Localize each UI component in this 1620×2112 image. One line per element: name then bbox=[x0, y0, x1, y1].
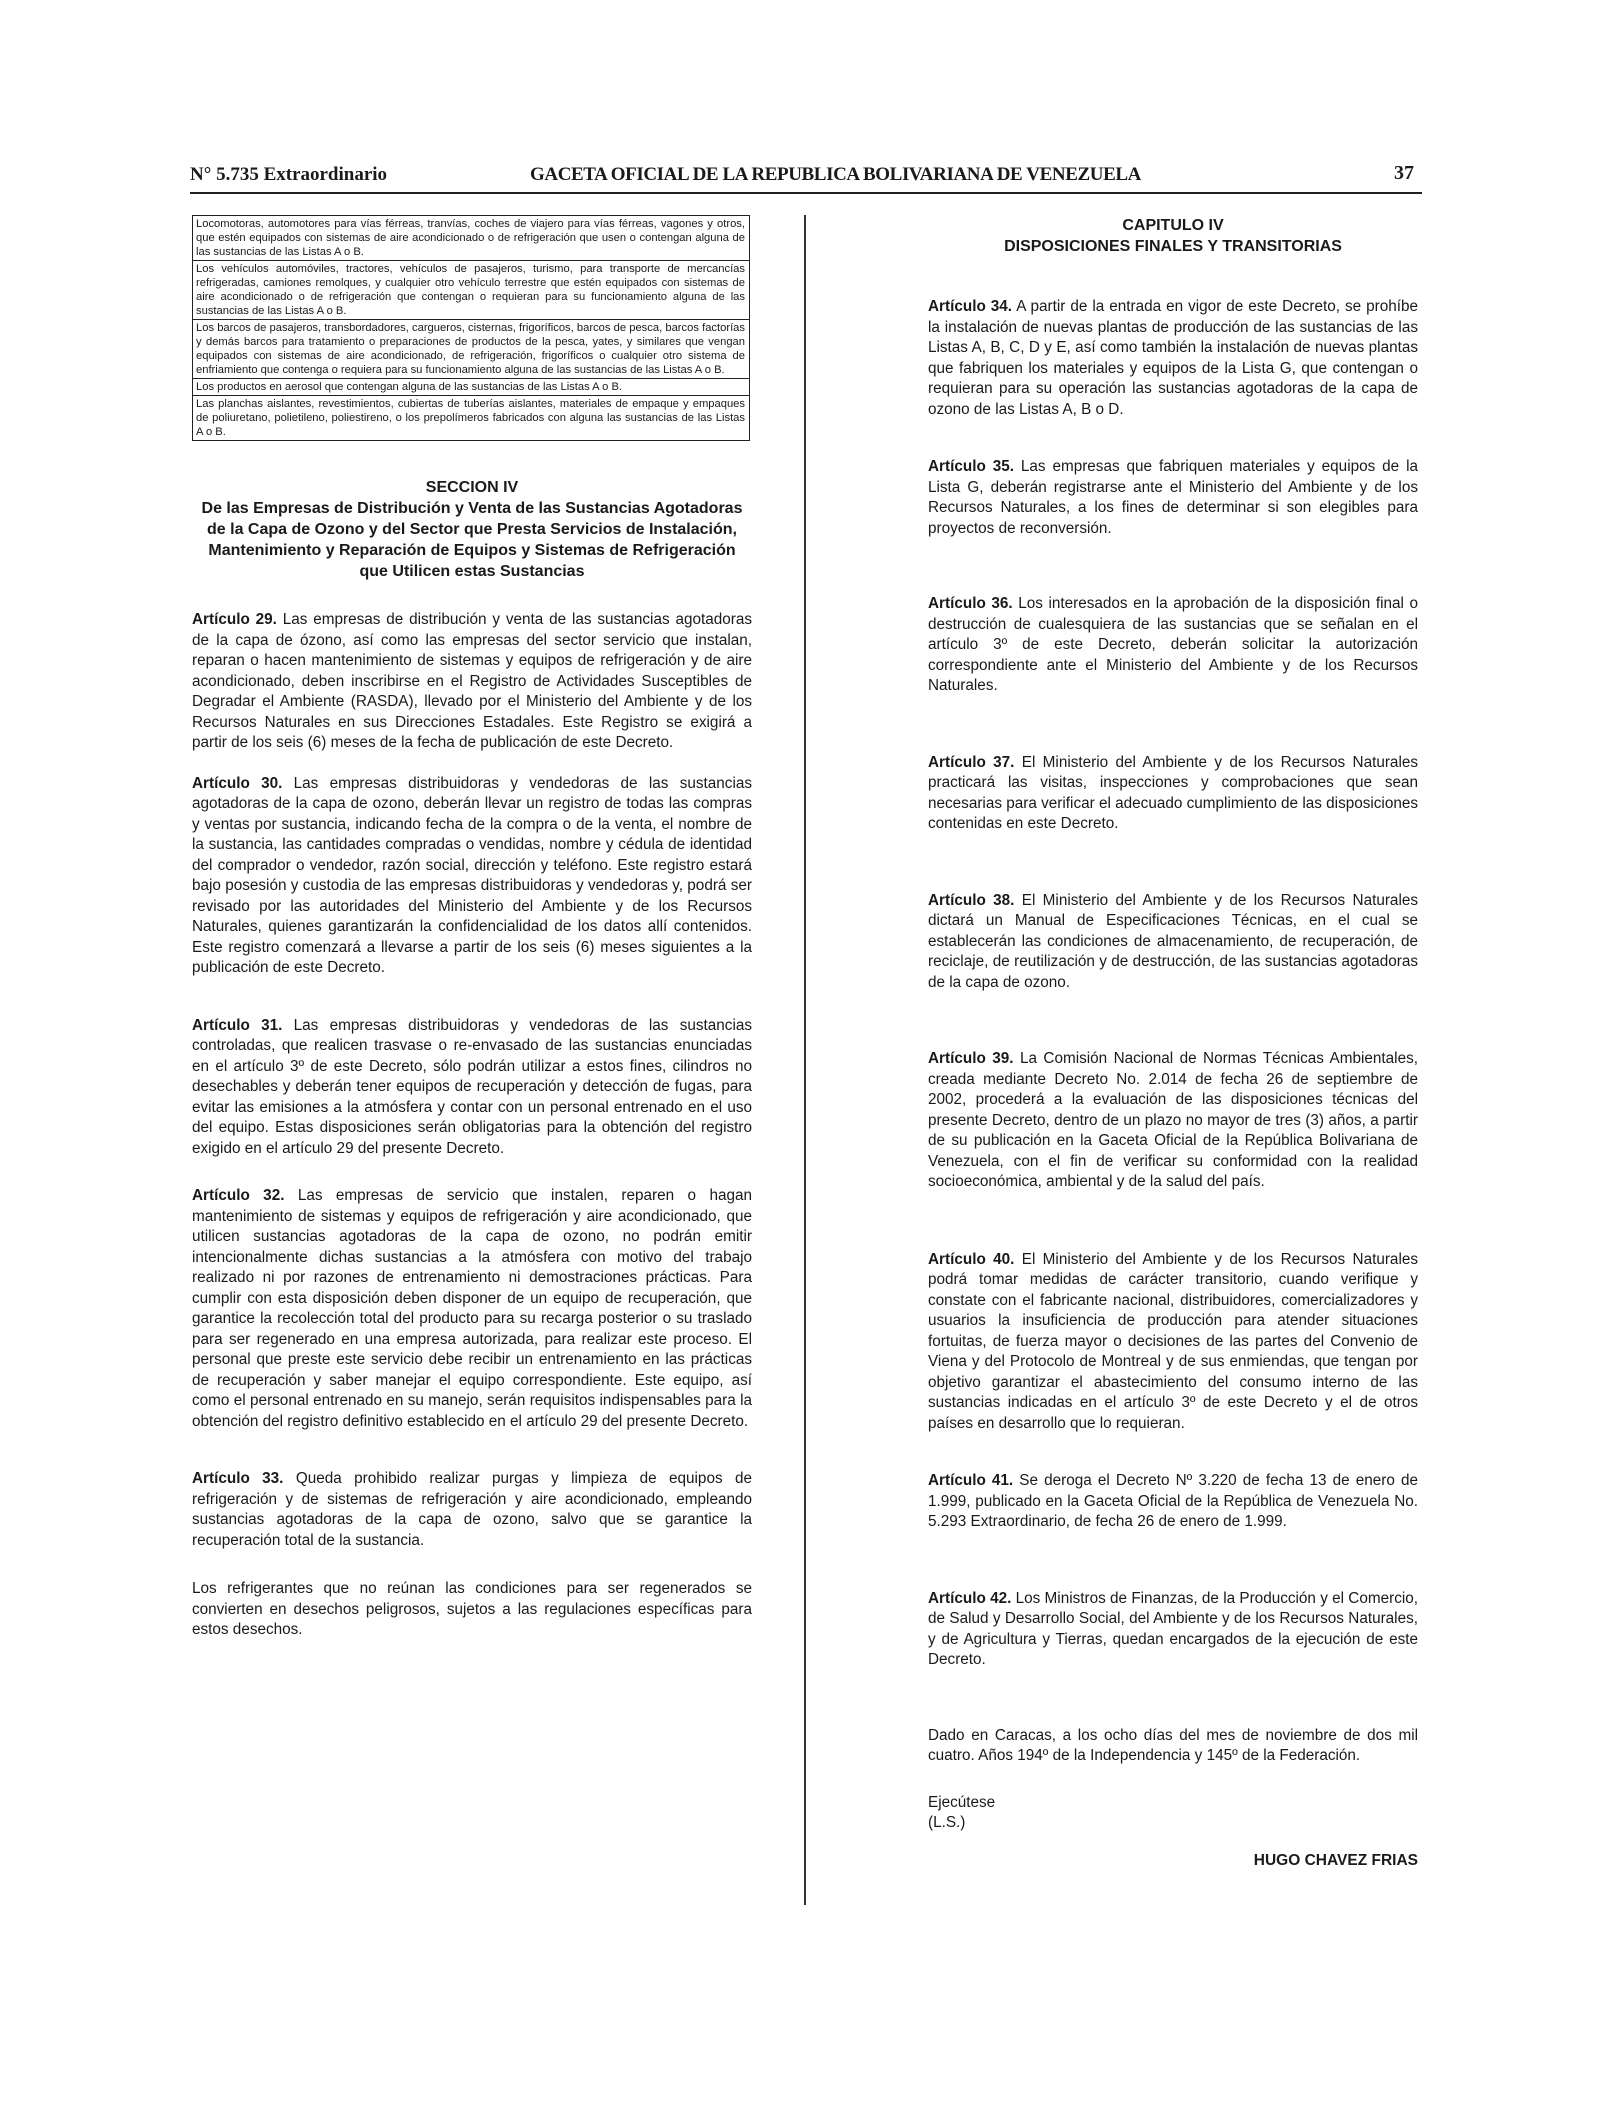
article-text: Las empresas distribuidoras y vendedoras de las sustancias controladas, que realicen trasvase o re-envasado de las sustancias enunciadas en el artículo 3º de este Decreto, sólo podrán utilizar a estos fines, cilindros no desechables y deberán tener equipos de recuperación y detección de fugas, para evitar las emisiones a la atmósfera y contar con un personal entrenado en el uso del equipo. Estas disposiciones serán obligatorias para la obtención del registro exigido en el artículo 29 del presente Decreto. bbox=[192, 1016, 752, 1157]
chapter-heading bbox=[928, 215, 1418, 257]
article-text: Las empresas de distribución y venta de las sustancias agotadoras de la capa de ózono, así como las empresas del sector servicio que instalan, reparan o hacen mantenimiento de sistemas y equipos de refrigeración y de aire acondicionado, deben inscribirse en el Registro de Actividades Susceptibles de Degradar el Ambiente (RASDA), llevado por el Ministerio del Ambiente y de los Recursos Naturales en sus Direcciones Estadales. Este Registro se exigirá a partir de los seis (6) meses de la fecha de publicación de este Decreto. bbox=[192, 611, 752, 751]
article-text: El Ministerio del Ambiente y de los Recursos Naturales practicará las visitas, inspecciones y comprobaciones que sean necesarias para verificar el adecuado cumplimiento de las disposiciones contenidas en este Decreto. bbox=[928, 753, 1418, 832]
article-label: Artículo 34. bbox=[928, 298, 1013, 315]
signature-name: HUGO CHAVEZ FRIAS bbox=[1253, 1851, 1418, 1869]
article-label: Artículo 41. bbox=[928, 1472, 1014, 1489]
right-column bbox=[928, 215, 1418, 1870]
article-label: Artículo 39. bbox=[928, 1050, 1014, 1067]
left-column bbox=[192, 215, 752, 1641]
article-label: Artículo 38. bbox=[928, 891, 1015, 909]
issue-number: N° 5.735 Extraordinario bbox=[190, 164, 388, 185]
article-42 bbox=[928, 1589, 1418, 1671]
article-text: El Ministerio del Ambiente y de los Recursos Naturales podrá tomar medidas de carácter transitorio, cuando verifique y constate con el fabricante nacional, distribuidores, comercializadores y usuarios la insuficiencia de producción para atender situaciones fortuitas, de fuerza mayor o decisiones de las partes del Convenio de Viena y del Protocolo de Montreal y de sus enmiendas, que tengan por objetivo garantizar el abastecimiento del consumo interno de las sustancias indicadas en el artículo 3º de este Decreto y el de otros países en desarrollo que lo requieran. bbox=[928, 1250, 1418, 1432]
article-text: Se deroga el Decreto Nº 3.220 de fecha 13 de enero de 1.999, publicado en la Gaceta Oficial de la República de Venezuela No. 5.293 Extraordinario, de fecha 26 de enero de 1.999. bbox=[928, 1472, 1418, 1530]
article-33 bbox=[192, 1469, 752, 1551]
article-text: A partir de la entrada en vigor de este Decreto, se prohíbe la instalación de nuevas plantas de producción de las sustancias de las Listas A, B, C, D y E, así como también la instalación de nuevas plantas que fabriquen los materiales y equipos de la Lista G, que contengan o requieran para su operación las sustancias agotadoras de la capa de ozono de las Listas A, B o D. bbox=[928, 298, 1418, 418]
article-36 bbox=[928, 594, 1418, 697]
article-label: Artículo 32. bbox=[192, 1187, 285, 1204]
article-38 bbox=[928, 891, 1418, 994]
article-37 bbox=[928, 753, 1418, 835]
section-heading bbox=[192, 477, 752, 582]
article-label: Artículo 29. bbox=[192, 611, 277, 628]
article-text: Los Ministros de Finanzas, de la Producción y el Comercio, de Salud y Desarrollo Social, del Ambiente y de los Recursos Naturales, y de Agricultura y Tierras, quedan encargados de la ejecución de este Decreto. bbox=[928, 1589, 1418, 1668]
article-29 bbox=[192, 610, 752, 754]
article-label: Artículo 30. bbox=[192, 774, 283, 792]
article-41 bbox=[928, 1471, 1418, 1533]
page-header bbox=[190, 162, 1422, 194]
article-label: Artículo 37. bbox=[928, 753, 1015, 771]
article-40 bbox=[928, 1250, 1418, 1435]
article-32 bbox=[192, 1186, 752, 1432]
equipment-table bbox=[192, 215, 750, 441]
article-text: Las empresas distribuidoras y vendedoras de las sustancias agotadoras de la capa de ozono, deberán llevar un registro de todas las compras y ventas por sustancia, indicando fecha de la compra o de la venta, el nombre de la sustancia, las cantidades compradas o vendidas, nombre y cédula de identidad del comprador o vendedor, razón social, dirección y teléfono. Este registro estará bajo posesión y custodia de las empresas distribuidoras y vendedoras y, podrá ser revisado por las autoridades del Ministerio del Ambiente y de los Recursos Naturales, quienes garantizarán la confidencialidad de los datos allí contenidos. Este registro comenzará a llevarse a partir de los seis (6) meses siguientes a la publicación de este Decreto. bbox=[192, 774, 752, 976]
table-row: Los vehículos automóviles, tractores, vehículos de pasajeros, turismo, para transporte de mercancías refrigeradas, camiones remolques, y cualquier otro vehículo terrestre que estén equipados con sistemas de aire acondicionado o de refrigeración que contengan o requieran para su funcionamiento alguna de las sustancias de las Listas A o B. bbox=[193, 261, 749, 320]
table-row: Las planchas aislantes, revestimientos, cubiertas de tuberías aislantes, materiales de empaque y empaques de poliuretano, polietileno, poliestireno, o los prepolímeros fabricados con alguna las sustancias de las Listas A o B. bbox=[196, 398, 745, 438]
closing-date-paragraph: Dado en Caracas, a los ocho días del mes de noviembre de dos mil cuatro. Años 194º de la Independencia y 145º de la Federación. bbox=[928, 1726, 1418, 1764]
article-30 bbox=[192, 774, 752, 979]
article-label: Artículo 35. bbox=[928, 458, 1014, 475]
section-title: De las Empresas de Distribución y Venta de las Sustancias Agotadoras de la Capa de Ozono y del Sector que Presta Servicios de Instalación, Mantenimiento y Reparación de Equipos y Sistemas de Refrigeración que Utilicen estas Sustancias bbox=[201, 500, 743, 580]
table-row: Locomotoras, automotores para vías férreas, tranvías, coches de viajero para vías férreas, vagones y otros, que estén equipados con sistemas de aire acondicionado o de refrigeración que usen o contengan alguna de las sustancias de las Listas A o B. bbox=[193, 216, 749, 261]
article-text: La Comisión Nacional de Normas Técnicas Ambientales, creada mediante Decreto No. 2.014 de fecha 26 de septiembre de 2002, procederá a la evaluación de las disposiciones técnicas del presente Decreto, dentro de un plazo no mayor de tres (3) años, a partir de su publicación en la Gaceta Oficial de la República Bolivariana de Venezuela, con el fin de verificar su conformidad con la realidad socioeconómica, ambiental y de la salud del país. bbox=[928, 1050, 1418, 1190]
article-text: El Ministerio del Ambiente y de los Recursos Naturales dictará un Manual de Especificaciones Técnicas, en el cual se establecerán las condiciones de almacenamiento, de recuperación, de reciclaje, de reutilización y de destrucción, de las sustancias agotadoras de la capa de ozono. bbox=[928, 891, 1418, 991]
article-text: Los interesados en la aprobación de la disposición final o destrucción de cualesquiera de las sustancias que se señalan en el artículo 3º de este Decreto, deberán solicitar la autorización correspondiente ante el Ministerio del Ambiente y de los Recursos Naturales. bbox=[928, 595, 1418, 694]
section-number: SECCION IV bbox=[425, 479, 519, 496]
refrigerants-paragraph: Los refrigerantes que no reúnan las condiciones para ser regenerados se convierten en desechos peligrosos, sujetos a las regulaciones específicas para estos desechos. bbox=[192, 1580, 752, 1638]
table-row: Los productos en aerosol que contengan alguna de las sustancias de las Listas A o B. bbox=[193, 379, 749, 396]
article-39 bbox=[928, 1049, 1418, 1193]
seal-text: (L.S.) bbox=[928, 1814, 966, 1831]
gazette-title: GACETA OFICIAL DE LA REPUBLICA BOLIVARIANA DE VENEZUELA bbox=[530, 164, 1141, 185]
article-label: Artículo 42. bbox=[928, 1589, 1012, 1607]
article-text: Las empresas de servicio que instalen, reparen o hagan mantenimiento de sistemas y equipos de refrigeración y aire acondicionado, que utilicen sustancias agotadoras de la capa de ozono, no podrán emitir intencionalmente dichas sustancias a la atmósfera con motivo del trabajo realizado ni por razones de entrenamiento ni demostraciones prácticas. Para cumplir con esta disposición deben disponer de un equipo de recuperación, que garantice la recolección total del producto para su recarga posterior o su traslado para ser regenerado en una empresa autorizada, para realizar este proceso. El personal que preste este servicio debe recibir un entrenamiento en las prácticas de recuperación y saber manejar el equipo correspondiente. Este equipo, así como el personal entrenado en su manejo, serán requisitos indispensables para la obtención del registro definitivo establecido en el artículo 29 del presente Decreto. bbox=[192, 1187, 752, 1430]
article-31 bbox=[192, 1016, 752, 1160]
page-number: 37 bbox=[1394, 162, 1414, 184]
article-label: Artículo 33. bbox=[192, 1470, 284, 1487]
chapter-number: CAPITULO IV bbox=[1122, 217, 1224, 234]
chapter-title: DISPOSICIONES FINALES Y TRANSITORIAS bbox=[1004, 238, 1342, 255]
column-divider bbox=[804, 215, 806, 1905]
article-label: Artículo 36. bbox=[928, 595, 1013, 612]
article-35 bbox=[928, 457, 1418, 539]
ejecutese-text: Ejecútese bbox=[928, 1793, 996, 1811]
article-34 bbox=[928, 297, 1418, 420]
article-label: Artículo 31. bbox=[192, 1016, 283, 1034]
article-text: Queda prohibido realizar purgas y limpieza de equipos de refrigeración y de sistemas de refrigeración y aire acondicionado, empleando sustancias agotadoras de la capa de ozono, salvo que se garantice la recuperación total de la sustancia. bbox=[192, 1470, 752, 1549]
article-text: Las empresas que fabriquen materiales y equipos de la Lista G, deberán registrarse ante el Ministerio del Ambiente y de los Recursos Naturales, a los fines de determinar si son elegibles para proyectos de reconversión. bbox=[928, 458, 1418, 537]
table-row: Los barcos de pasajeros, transbordadores, cargueros, cisternas, frigoríficos, barcos de pesca, barcos factorías y demás barcos para tratamiento o preparaciones de productos de la pesca, yates, y similares que vengan equipados con sistemas de aire acondicionado, de refrigeración, frigoríficos o cualquier otro sistema de enfriamiento que contenga o requiera para su funcionamiento alguna de las sustancias de las Listas A o B. bbox=[193, 320, 749, 379]
article-label: Artículo 40. bbox=[928, 1250, 1015, 1268]
